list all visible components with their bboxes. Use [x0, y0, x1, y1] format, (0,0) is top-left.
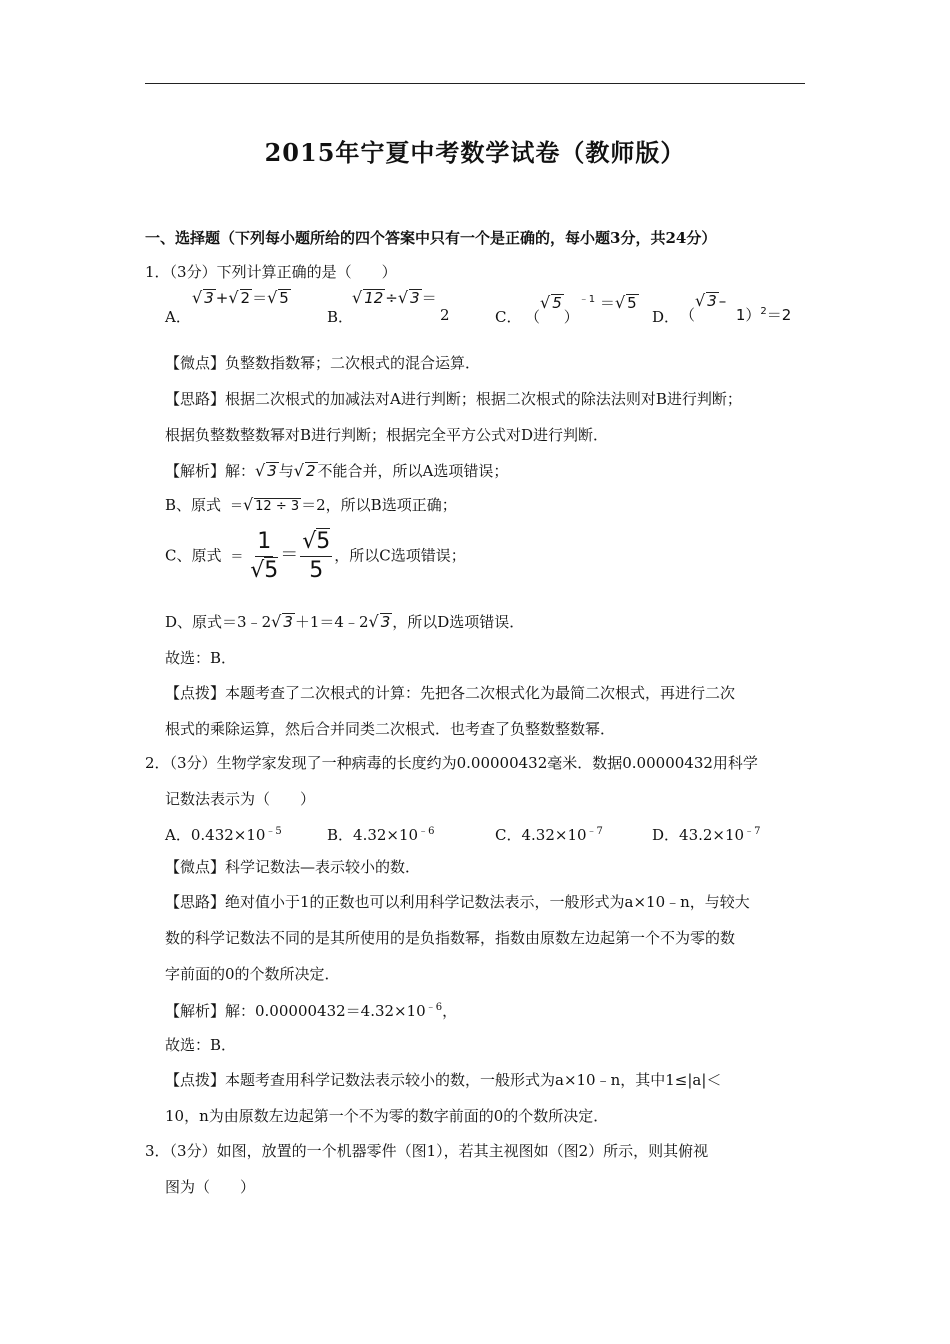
q1-option-b-label: B．: [327, 308, 354, 326]
q2-option-c: [495, 822, 603, 845]
q2-jiexi: [165, 998, 457, 1021]
q2-silu-line2: 数的科学记数法不同的是其所使用的是负指数幂，指数由原数左边起第一个不为零的数: [165, 929, 736, 947]
q2-stem-line1: 2．（3分）生物学家发现了一种病毒的长度约为0.00000432毫米．数据0.00000432用科学: [145, 754, 758, 772]
q1-c-fraction-2: $\frac{√5}{5}$: [302, 529, 331, 583]
q1-jiexi-a-tail: 不能合并，所以A选项错误；: [317, 462, 509, 480]
q2-option-d-exp: ﹣7: [744, 826, 761, 837]
q1-c-line: C、原式 ＝ $\frac{1}{√5}$ ＝ $\frac{√5}{5}$ ，所以C选项错误；: [165, 529, 466, 583]
q2-option-b: [327, 822, 434, 845]
q1-b-tail: ＝2，所以B选项正确；: [301, 496, 457, 514]
q3-stem-line1: 3．（3分）如图，放置的一个机器零件（图1），若其主视图如（图2）所示，则其俯视: [145, 1142, 709, 1160]
q1-b-line: B、原式 ＝√ 12 ÷ 3 ＝2，所以B选项正确；: [165, 495, 457, 514]
q2-option-a: [165, 822, 282, 845]
q1-option-c-expr: （√ 5）$^{﹣1}$ ＝√ 5: [525, 293, 637, 326]
q2-dianbo-line2: 10，n为由原数左边起第一个不为零的数字前面的0的个数所决定．: [165, 1107, 609, 1125]
q2-jiexi-end: ，: [442, 1002, 458, 1020]
q1-weidian: 【微点】负整数指数幂；二次根式的混合运算．: [165, 354, 481, 372]
q2-stem-line2: 记数法表示为（ ）: [165, 790, 316, 808]
q2-silu-line1: 【思路】绝对值小于1的正数也可以利用科学记数法表示，一般形式为a×10﹣n，与较大: [165, 893, 750, 911]
q1-d-mid: ＋1＝4﹣2: [294, 613, 369, 631]
q2-dianbo-line1: 【点拨】本题考查用科学记数法表示较小的数，一般形式为a×10﹣n，其中1≤|a|＜: [165, 1071, 722, 1089]
q1-dianbo-line1: 【点拨】本题考查了二次根式的计算：先把各二次根式化为最简二次根式，再进行二次: [165, 684, 736, 702]
q2-option-a-text: A．0.432×10: [165, 826, 266, 844]
section-heading: 一、选择题（下列每小题所给的四个答案中只有一个是正确的，每小题3分，共24分）: [145, 229, 717, 247]
q2-option-d: [652, 822, 760, 845]
q2-answer: 故选：B．: [165, 1036, 237, 1054]
q1-c-tail: ，所以C选项错误；: [334, 546, 466, 565]
q1-option-b-expr: √ 12 ÷√ 3 ＝: [352, 288, 437, 307]
q2-option-d-text: D．43.2×10: [652, 826, 745, 844]
q1-dianbo-line2: 根式的乘除运算，然后合并同类二次根式．也考查了负整数整数幂．: [165, 720, 616, 738]
q1-c-prefix: C、原式: [165, 546, 222, 565]
q1-silu-line2: 根据负整数整数幂对B进行判断；根据完全平方公式对D进行判断．: [165, 426, 609, 444]
page-title: 2015年宁夏中考数学试卷（教师版）: [264, 138, 686, 167]
q2-jiexi-exp: ﹣6: [425, 1002, 443, 1013]
q1-silu-line1: 【思路】根据二次根式的加减法对A进行判断；根据二次根式的除法法则对B进行判断；: [165, 390, 742, 408]
q2-jiexi-text: 【解析】解：0.00000432＝4.32×10: [165, 1002, 426, 1020]
q1-option-c-label: C．: [495, 308, 522, 326]
q1-d-tail: ，所以D选项错误．: [392, 613, 525, 631]
q1-jiexi-prefix: 【解析】解：: [165, 462, 256, 480]
q2-option-b-exp: ﹣6: [418, 826, 435, 837]
q1-c-fraction-1: $\frac{1}{√5}$: [250, 529, 279, 583]
q2-option-a-exp: ﹣5: [265, 826, 282, 837]
q1-option-d-expr: （√ 3 – 1）$^2$＝2: [680, 291, 792, 324]
q2-weidian: 【微点】科学记数法—表示较小的数．: [165, 858, 421, 876]
q1-answer: 故选：B．: [165, 649, 237, 667]
q2-option-c-exp: ﹣7: [586, 826, 603, 837]
q1-d-line: D、原式＝3﹣2√ 3 ＋1＝4﹣2√ 3 ，所以D选项错误．: [165, 612, 525, 631]
q3-stem-line2: 图为（ ）: [165, 1178, 256, 1196]
q2-option-c-text: C．4.32×10: [495, 826, 587, 844]
q1-option-a-expr: √ 3 +√ 2 ＝√ 5: [192, 288, 289, 307]
q1-jiexi-line: 【解析】解：√ 3 与√ 2 不能合并，所以A选项错误；: [165, 461, 509, 480]
q1-d-prefix: D、原式＝3﹣2: [165, 613, 272, 631]
q1-stem: 1．（3分）下列计算正确的是（ ）: [145, 263, 397, 281]
q1-option-a-label: A．: [165, 308, 191, 326]
q1-option-d-label: D．: [652, 308, 680, 326]
q2-option-b-text: B．4.32×10: [327, 826, 419, 844]
header-rule: [145, 83, 805, 84]
q2-silu-line3: 字前面的0的个数所决定．: [165, 965, 340, 983]
q1-b-prefix: B、原式: [165, 496, 222, 514]
q1-option-b-value: 2: [440, 306, 450, 324]
